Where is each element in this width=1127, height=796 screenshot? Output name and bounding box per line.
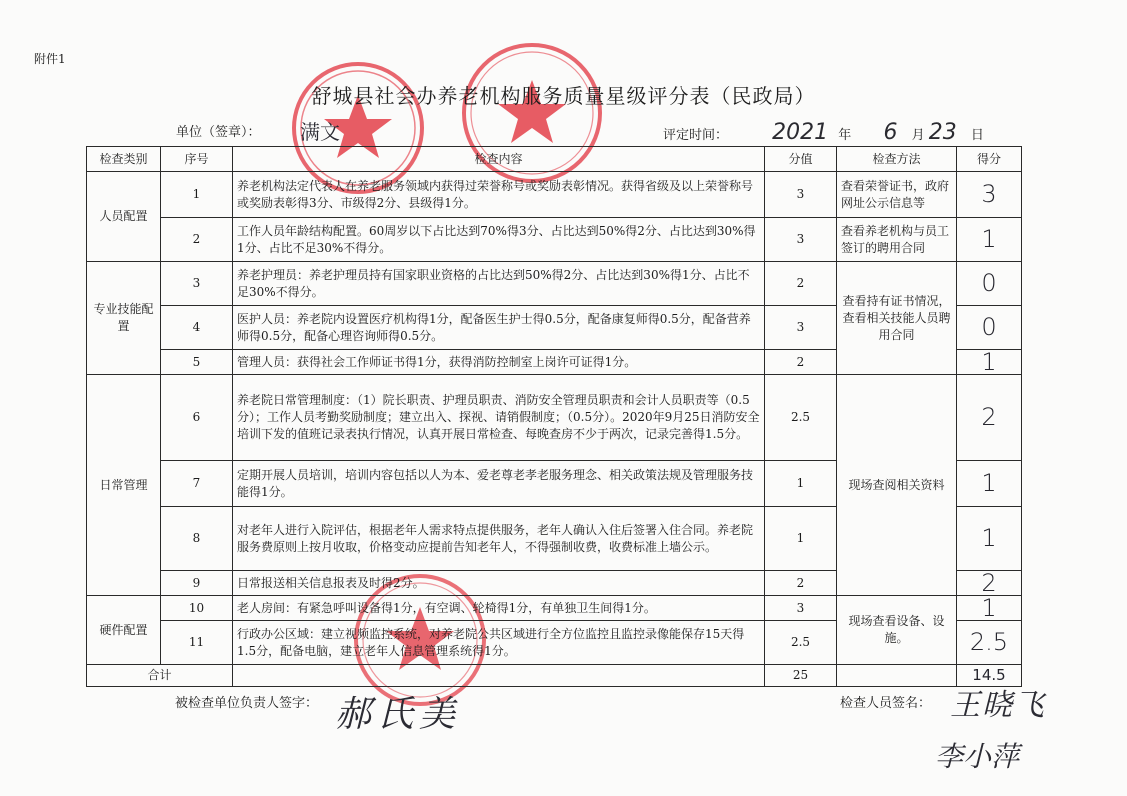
category-staffing: 人员配置 — [87, 172, 161, 262]
row-points: 2 — [765, 350, 837, 375]
row-number: 8 — [161, 507, 233, 571]
row-method: 现场查阅相关资料 — [837, 375, 957, 596]
attachment-label: 附件1 — [34, 52, 66, 66]
total-blank — [233, 665, 765, 687]
row-score: 1 — [957, 461, 1022, 507]
row-method: 查看荣誉证书，政府网址公示信息等 — [837, 172, 957, 218]
table-header-row — [87, 147, 1022, 172]
table-row — [87, 218, 1022, 262]
header-score: 得分 — [957, 147, 1022, 172]
table-row — [87, 375, 1022, 461]
row-score: 2.5 — [957, 621, 1022, 665]
row-content: 养老护理员：养老护理员持有国家职业资格的占比达到50%得2分、占比达到30%得1分、占比不足30%不得分。 — [233, 262, 765, 306]
row-points: 1 — [765, 507, 837, 571]
row-number: 1 — [161, 172, 233, 218]
row-content: 老人房间：有紧急呼叫设备得1分，有空调、轮椅得1分，有单独卫生间得1分。 — [233, 596, 765, 621]
row-score: 2 — [957, 375, 1022, 461]
total-method-blank — [837, 665, 957, 687]
total-points: 25 — [765, 665, 837, 687]
table-row — [87, 172, 1022, 218]
date-day: 23 — [928, 120, 957, 145]
inspector-signature-label: 检查人员签名： — [840, 696, 932, 711]
unit-handwritten: 满文 — [300, 120, 340, 144]
row-points: 2.5 — [765, 621, 837, 665]
row-score: 1 — [957, 596, 1022, 621]
row-points: 3 — [765, 596, 837, 621]
document-title: 舒城县社会办养老机构服务质量星级评分表（民政局） — [311, 84, 816, 108]
row-points: 3 — [765, 172, 837, 218]
row-points: 2 — [765, 571, 837, 596]
row-content: 对老年人进行入院评估，根据老年人需求特点提供服务，老年人确认入住后签署入住合同。养老院服务费原则上按月收取，价格变动应提前告知老年人，不得强制收费，收费标准上墙公示。 — [233, 507, 765, 571]
row-score: 1 — [957, 507, 1022, 571]
row-content: 养老院日常管理制度：（1）院长职责、护理员职责、消防安全管理员职责和会计人员职责等（0.5分）；工作人员考勤奖励制度；建立出入、探视、请销假制度；（0.5分）。2020年9月25日消防安全培训下发的值班记录表执行情况，认真开展日常检查、每晚查房不少于两次，记录完善得1.5分。 — [233, 375, 765, 461]
row-points: 1 — [765, 461, 837, 507]
date-label: 评定时间： — [663, 128, 729, 143]
date-month-suffix: 月 — [911, 128, 925, 143]
row-method: 现场查看设备、设施。 — [837, 596, 957, 665]
row-score: 0 — [957, 262, 1022, 306]
row-number: 10 — [161, 596, 233, 621]
row-method: 查看持有证书情况，查看相关技能人员聘用合同 — [837, 262, 957, 375]
date-day-suffix: 日 — [970, 128, 984, 143]
row-score: 1 — [957, 350, 1022, 375]
header-points: 分值 — [765, 147, 837, 172]
evaluation-table — [86, 146, 1022, 687]
total-label: 合计 — [87, 665, 233, 687]
row-number: 6 — [161, 375, 233, 461]
row-number: 5 — [161, 350, 233, 375]
table-row — [87, 262, 1022, 306]
row-content: 定期开展人员培训，培训内容包括以人为本、爱老尊老孝老服务理念、相关政策法规及管理服务技能得1分。 — [233, 461, 765, 507]
row-number: 11 — [161, 621, 233, 665]
row-score: 3 — [957, 172, 1022, 218]
total-score: 14.5 — [957, 665, 1022, 687]
row-content: 医护人员：养老院内设置医疗机构得1分，配备医生护士得0.5分，配备康复师得0.5分，配备营养师得0.5分，配备心理咨询师得0.5分。 — [233, 306, 765, 350]
row-content: 养老机构法定代表人在养老服务领域内获得过荣誉称号或奖励表彰情况。获得省级及以上荣誉称号或奖励表彰得3分、市级得2分、县级得1分。 — [233, 172, 765, 218]
table-row — [87, 596, 1022, 621]
row-content: 工作人员年龄结构配置。60周岁以下占比达到70%得3分、占比达到50%得2分、占比达到30%得1分、占比不足30%不得分。 — [233, 218, 765, 262]
header-content: 检查内容 — [233, 147, 765, 172]
row-points: 3 — [765, 306, 837, 350]
category-skills: 专业技能配置 — [87, 262, 161, 375]
row-content: 行政办公区域：建立视频监控系统，对养老院公共区域进行全方位监控且监控录像能保存15天得1.5分，配备电脑，建立老年人信息管理系统得1分。 — [233, 621, 765, 665]
row-points: 2 — [765, 262, 837, 306]
row-number: 4 — [161, 306, 233, 350]
date-year-suffix: 年 — [838, 128, 852, 143]
date-month: 6 — [883, 120, 898, 145]
row-number: 7 — [161, 461, 233, 507]
category-daily: 日常管理 — [87, 375, 161, 596]
row-method: 查看养老机构与员工签订的聘用合同 — [837, 218, 957, 262]
date-year: 2021 — [772, 120, 829, 145]
row-number: 2 — [161, 218, 233, 262]
header-category: 检查类别 — [87, 147, 161, 172]
category-hardware: 硬件配置 — [87, 596, 161, 665]
row-content: 日常报送相关信息报表及时得2分。 — [233, 571, 765, 596]
row-score: 2 — [957, 571, 1022, 596]
inspected-unit-signature: 郝氏美 — [335, 694, 462, 735]
row-score: 1 — [957, 218, 1022, 262]
header-number: 序号 — [161, 147, 233, 172]
row-content: 管理人员：获得社会工作师证书得1分，获得消防控制室上岗许可证得1分。 — [233, 350, 765, 375]
table-total-row — [87, 665, 1022, 687]
row-number: 3 — [161, 262, 233, 306]
header-method: 检查方法 — [837, 147, 957, 172]
row-number: 9 — [161, 571, 233, 596]
inspector-signature-1: 王晓飞 — [950, 688, 1046, 723]
row-score: 0 — [957, 306, 1022, 350]
row-points: 2.5 — [765, 375, 837, 461]
inspected-unit-signature-label: 被检查单位负责人签字： — [175, 696, 319, 711]
unit-label: 单位（签章）： — [176, 125, 261, 140]
row-points: 3 — [765, 218, 837, 262]
inspector-signature-2: 李小萍 — [935, 740, 1020, 773]
evaluation-date — [663, 120, 984, 145]
